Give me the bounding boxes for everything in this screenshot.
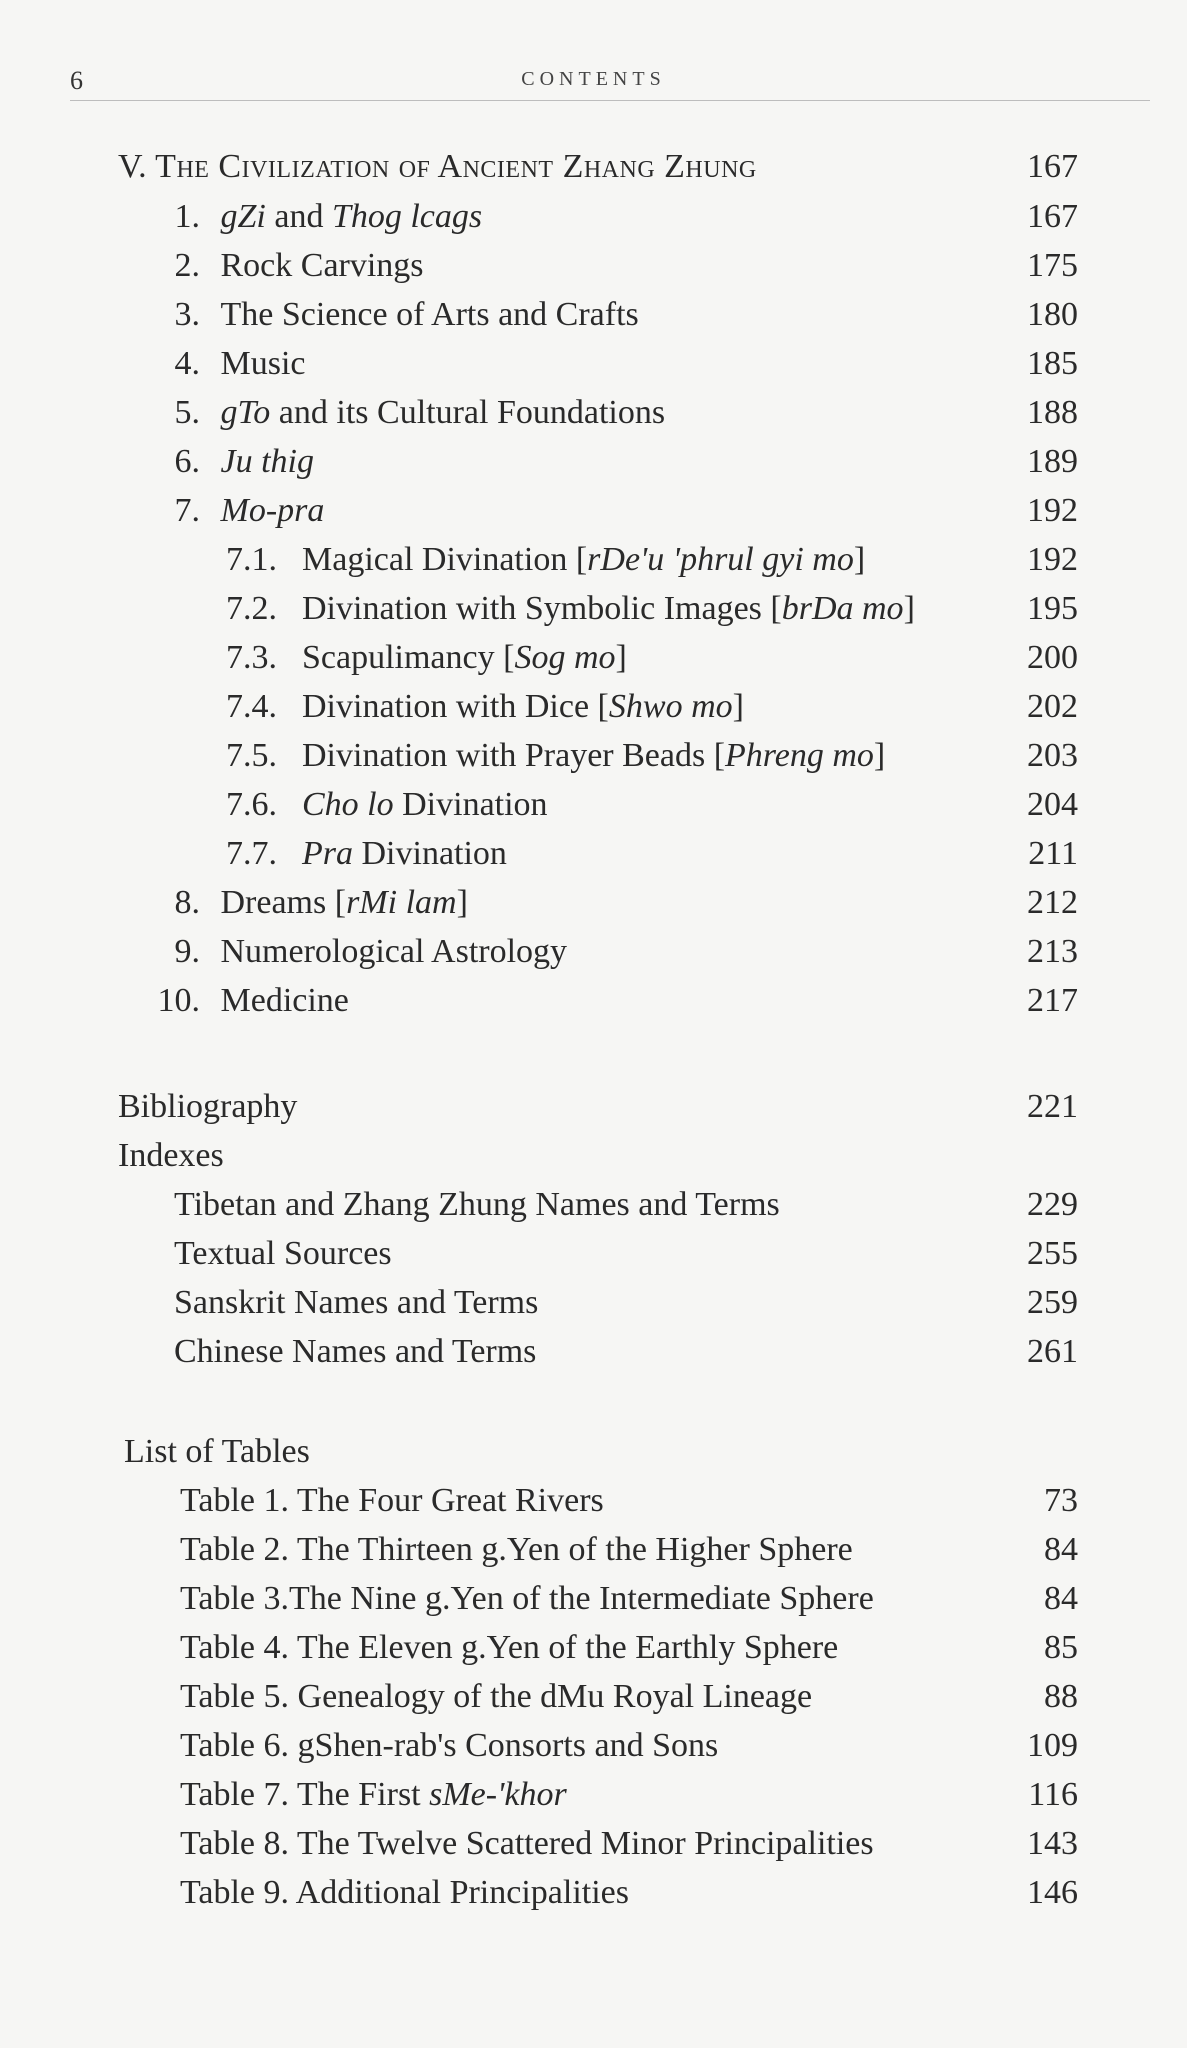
page-ref: 261 [1027,1333,1078,1370]
entry-number: 9. [174,933,200,970]
page-ref: 192 [1027,492,1078,529]
entry-title: Indexes [118,1137,224,1174]
page-ref: 217 [1027,982,1078,1019]
page-ref: 116 [1028,1776,1078,1813]
entry-title-close: ] [732,688,744,725]
entry-title-italic: gZi [220,198,266,235]
toc-entry-bibliography [118,1085,1078,1129]
table-entry [180,1724,1078,1768]
page-ref: 200 [1027,639,1078,676]
entry-title: Table 3.The Nine g.Yen of the Intermediate Sphere [180,1580,874,1617]
toc-subentry [226,832,1078,876]
entry-number: 10. [157,982,200,1019]
toc-entry [150,930,1078,974]
entry-number: 2. [174,247,200,284]
toc-index-entry [174,1281,1078,1325]
table-entry [180,1626,1078,1670]
page-ref: 189 [1027,443,1078,480]
toc-entry [150,979,1078,1023]
page-ref: 229 [1027,1186,1078,1223]
header-rule [70,100,1150,101]
page-ref: 213 [1027,933,1078,970]
entry-number: 7.6. [226,786,277,823]
table-entry [180,1528,1078,1572]
toc-index-entry [174,1232,1078,1276]
entry-number: 7.3. [226,639,277,676]
entry-title-italic: Phreng mo [725,737,874,774]
entry-title: Divination with Prayer Beads [ [302,737,726,774]
entry-title-close: ] [615,639,627,676]
page-ref: 167 [1027,198,1078,235]
entry-title: Magical Divination [ [302,541,588,578]
entry-number: 1. [174,198,200,235]
entry-title: Table 5. Genealogy of the dMu Royal Lineage [180,1678,813,1715]
table-entry [180,1479,1078,1523]
entry-number: 3. [174,296,200,333]
page-ref: 195 [1027,590,1078,627]
entry-title: Medicine [220,982,349,1019]
page-ref: 85 [1044,1629,1078,1666]
page-ref: 211 [1028,835,1078,872]
entry-number: 8. [174,884,200,921]
page-ref: 259 [1027,1284,1078,1321]
entry-title-close: Divination [353,835,507,872]
toc-index-entry [174,1330,1078,1374]
toc-subentry [226,734,1078,778]
entry-title: Chinese Names and Terms [174,1333,537,1370]
entry-number: 7.5. [226,737,277,774]
entry-title: Table 8. The Twelve Scattered Minor Principalities [180,1825,874,1862]
entry-title-italic: Thog lcags [331,198,483,235]
entry-title-italic: gTo [220,394,271,431]
toc-subentry [226,783,1078,827]
page-number: 6 [70,66,83,95]
entry-title: Textual Sources [174,1235,392,1272]
toc-entry-list-of-tables [124,1430,1078,1474]
entry-title: List of Tables [124,1433,310,1470]
entry-title: Music [220,345,306,382]
entry-title: Table 4. The Eleven g.Yen of the Earthly Sphere [180,1629,839,1666]
page-ref: 180 [1027,296,1078,333]
entry-title: Tibetan and Zhang Zhung Names and Terms [174,1186,780,1223]
page-ref: 167 [1027,148,1078,185]
entry-title-close: ] [873,737,886,774]
page-ref: 185 [1027,345,1078,382]
page-ref: 204 [1027,786,1078,823]
toc-entry-indexes [118,1134,1078,1178]
page-ref: 84 [1044,1531,1078,1568]
part-numeral: V. [118,148,147,185]
page-ref: 255 [1027,1235,1078,1272]
toc-entry [160,391,1078,435]
entry-title-italic: sMe-'khor [429,1776,567,1813]
entry-title: Rock Carvings [220,247,424,284]
entry-number: 7.2. [226,590,277,627]
toc-entry [160,342,1078,386]
entry-title: Table 6. gShen-rab's Consorts and Sons [180,1727,719,1764]
entry-title-close: ] [903,590,915,627]
entry-title: Sanskrit Names and Terms [174,1284,539,1321]
page-ref: 188 [1027,394,1078,431]
entry-title-italic: rMi lam [346,884,457,921]
page-ref: 202 [1027,688,1078,725]
entry-title-italic: Pra [302,835,353,872]
entry-title: Bibliography [118,1088,298,1125]
entry-title-italic: Sog mo [514,639,616,676]
entry-title-close: Divination [393,786,548,823]
entry-title: Divination with Symbolic Images [ [302,590,782,627]
entry-title-italic: Cho lo [302,786,394,823]
entry-title-italic: brDa mo [781,590,904,627]
page-ref: 146 [1027,1874,1078,1911]
table-entry [180,1675,1078,1719]
entry-number: 7.7. [226,835,277,872]
entry-number: 7.1. [226,541,277,578]
page-ref: 192 [1027,541,1078,578]
entry-number: 5. [174,394,200,431]
page-ref: 84 [1044,1580,1078,1617]
part-heading [118,145,1078,189]
page-ref: 203 [1027,737,1078,774]
entry-title: and its Cultural Foundations [270,394,666,431]
page-ref: 109 [1027,1727,1078,1764]
toc-entry [160,489,1078,533]
entry-number: 7. [174,492,200,529]
part-title: The Civilization of Ancient Zhang Zhung [155,148,757,185]
entry-title: Table 2. The Thirteen g.Yen of the Higher Sphere [180,1531,853,1568]
page-ref: 143 [1027,1825,1078,1862]
entry-title: Scapulimancy [ [302,639,515,676]
page-ref: 88 [1044,1678,1078,1715]
entry-title: The Science of Arts and Crafts [220,296,639,333]
table-entry [180,1871,1078,1915]
entry-title: Table 7. The First [180,1776,430,1813]
toc-entry [160,440,1078,484]
entry-title-close: ] [456,884,468,921]
entry-title-close: ] [853,541,866,578]
entry-title: and [265,198,332,235]
toc-entry [160,195,1078,239]
toc-subentry [226,685,1078,729]
toc-index-entry [174,1183,1078,1227]
toc-entry [150,881,1078,925]
entry-title-italic: Shwo mo [608,688,733,725]
entry-title-italic: Mo-pra [220,492,325,529]
toc-entry [160,244,1078,288]
running-head: CONTENTS [521,68,666,90]
entry-number: 4. [174,345,200,382]
entry-title: Numerological Astrology [220,933,568,970]
toc-subentry [226,636,1078,680]
entry-title: Dreams [ [220,884,347,921]
toc-subentry [226,587,1078,631]
table-entry [180,1577,1078,1621]
entry-number: 7.4. [226,688,277,725]
entry-title-italic: rDe'u 'phrul gyi mo [587,541,854,578]
entry-title: Table 9. Additional Principalities [180,1874,629,1911]
page-ref: 175 [1027,247,1078,284]
table-entry [180,1822,1078,1866]
toc-subentry [226,538,1078,582]
page-ref: 73 [1044,1482,1078,1519]
page-ref: 221 [1027,1088,1078,1125]
page-ref: 212 [1027,884,1078,921]
entry-title: Table 1. The Four Great Rivers [180,1482,604,1519]
entry-title-italic: Ju thig [220,443,314,480]
toc-entry [160,293,1078,337]
entry-title: Divination with Dice [ [302,688,609,725]
entry-number: 6. [174,443,200,480]
table-entry [180,1773,1078,1817]
